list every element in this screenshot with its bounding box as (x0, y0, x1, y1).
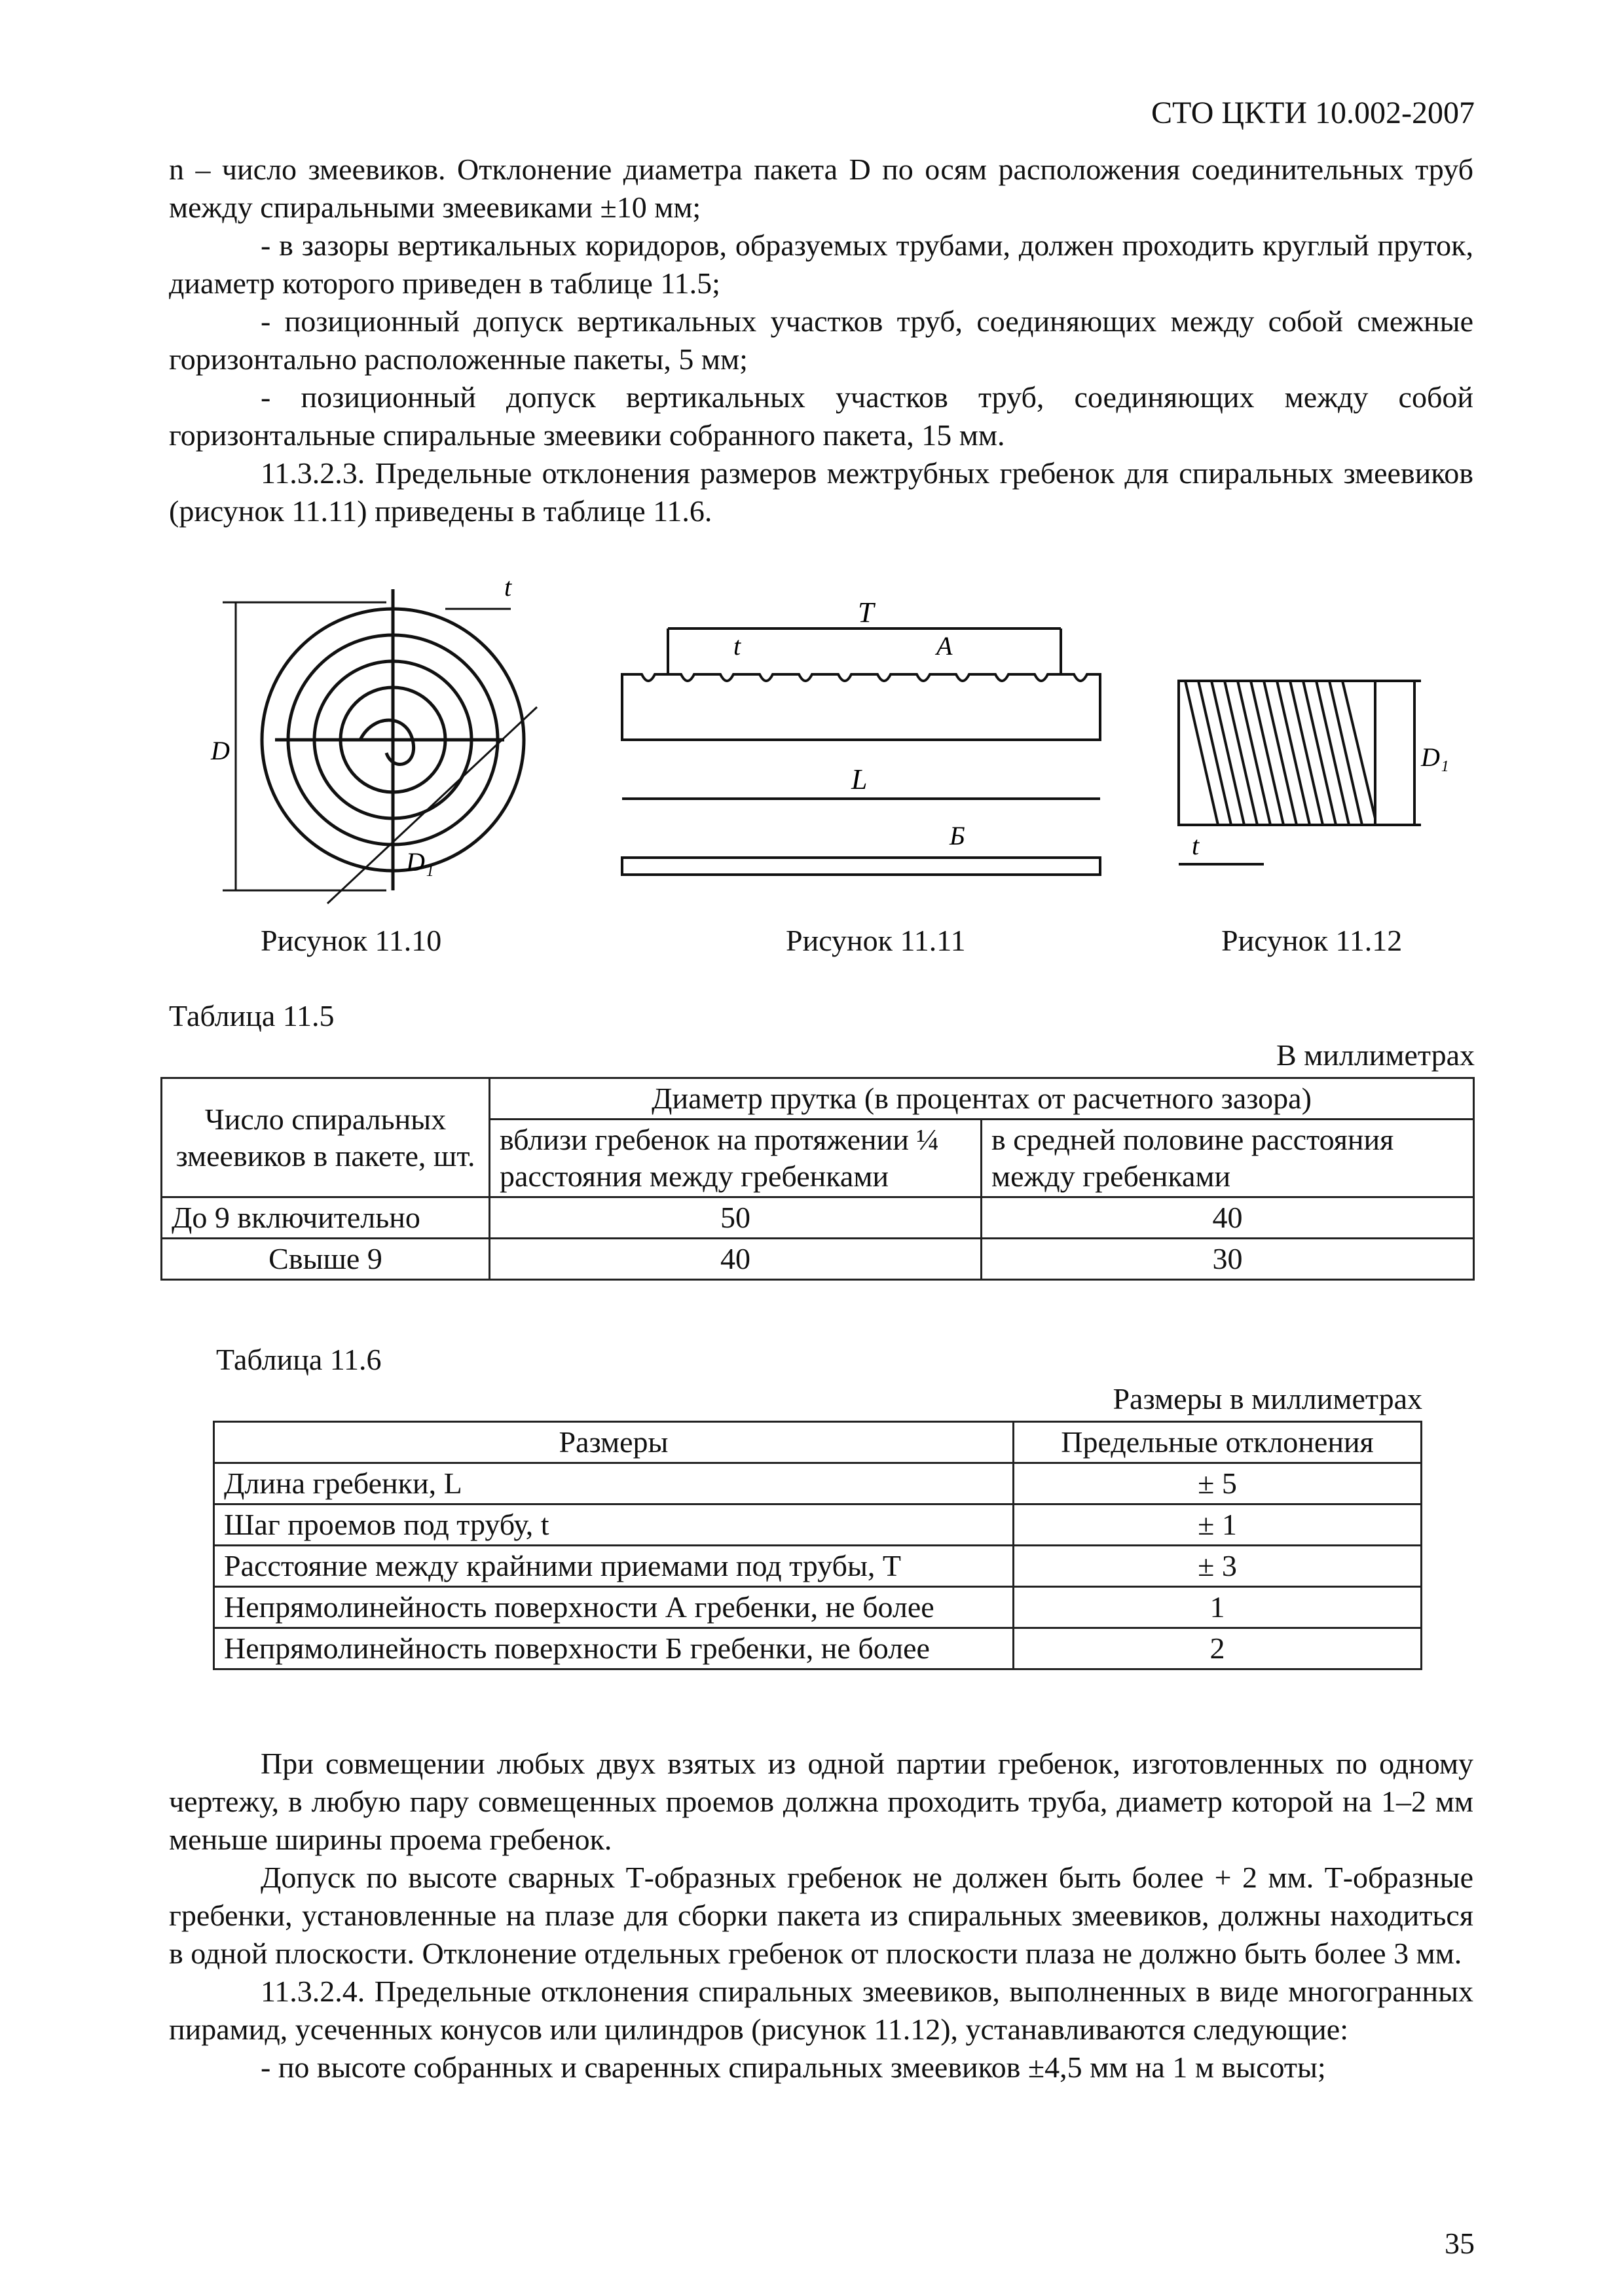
table-cell: ± 5 (1014, 1463, 1422, 1504)
figure-caption: Рисунок 11.12 (1221, 924, 1403, 957)
label-t: t (504, 572, 512, 602)
table-row (162, 1197, 1474, 1239)
paragraph: - позиционный допуск вертикальных участков труб, соединяющих между собой смежные горизонтально расположенные пакеты, 5 мм; (169, 304, 1473, 376)
table-row (162, 1239, 1474, 1280)
table-row (214, 1546, 1422, 1587)
table-cell: До 9 включительно (162, 1197, 490, 1239)
table-header: Диаметр прутка (в процентах от расчетного зазора) (490, 1078, 1474, 1120)
figure-11-12-drawing (1159, 655, 1454, 903)
table-cell: Непрямолинейность поверхности Б гребенки, не более (214, 1628, 1014, 1669)
paragraph: 11.3.2.3. Предельные отклонения размеров межтрубных гребенок для спиральных змеевиков (рисунок 11.11) приведены в таблице 11.6. (169, 456, 1473, 528)
intro-text (169, 151, 1473, 530)
figure-caption: Рисунок 11.11 (786, 924, 966, 957)
paragraph: n – число змеевиков. Отклонение диаметра пакета D по осям расположения соединительных труб между спиральными змеевиками ±10 мм; (169, 153, 1473, 224)
table-cell: Свыше 9 (162, 1239, 490, 1280)
document-code: СТО ЦКТИ 10.002-2007 (1151, 96, 1475, 130)
paragraph: 11.3.2.4. Предельные отклонения спиральных змеевиков, выполненных в виде многогранных пирамид, усеченных конусов или цилиндров (рисунок 11.12), устанавливаются следующие: (169, 1975, 1473, 2046)
table-cell: 30 (982, 1239, 1474, 1280)
table-cell: 50 (490, 1197, 982, 1239)
figure-11-10-drawing (196, 563, 563, 917)
table-cell: Шаг проемов под трубу, t (214, 1504, 1014, 1546)
table-cell: Длина гребенки, L (214, 1463, 1014, 1504)
label-t: t (733, 631, 741, 661)
label-A: A (936, 631, 953, 661)
page-number: 35 (1445, 2227, 1475, 2260)
table-cell: 1 (1014, 1587, 1422, 1628)
figure-caption: Рисунок 11.10 (261, 924, 442, 957)
paragraph: - по высоте собранных и сваренных спиральных змеевиков ±4,5 мм на 1 м высоты; (261, 2050, 1326, 2084)
paragraph: Допуск по высоте сварных Т-образных гребенок не должен быть более + 2 мм. Т-образные гребенки, установленные на плазе для сборки пакета из спиральных змеевиков, должны находиться в одной плоскости. Отклонение отдельных гребенок от плоскости плаза не должно быть более 3 мм. (169, 1861, 1473, 1970)
table-cell: Непрямолинейность поверхности А гребенки, не более (214, 1587, 1014, 1628)
table-caption: Таблица 11.5 (169, 999, 335, 1032)
closing-text (169, 1745, 1473, 2086)
figure-11-11-drawing (609, 563, 1120, 890)
label-L: L (851, 763, 868, 795)
label-D1: D₁ (406, 847, 434, 877)
table-subheader: в средней половине расстояния между гребенками (982, 1120, 1474, 1197)
table-cell: ± 3 (1014, 1546, 1422, 1587)
table-row (214, 1504, 1422, 1546)
table-header: Число спиральных змеевиков в пакете, шт. (162, 1078, 490, 1197)
label-t: t (1192, 831, 1200, 860)
table-cell: ± 1 (1014, 1504, 1422, 1546)
paragraph: При совмещении любых двух взятых из одной партии гребенок, изготовленных по одному чертежу, в любую пару совмещенных проемов должна проходить труба, диаметр которой на 1–2 мм меньше ширины проема гребенок. (169, 1747, 1473, 1856)
table-cell: 2 (1014, 1628, 1422, 1669)
table-row (214, 1587, 1422, 1628)
table-header: Предельные отклонения (1014, 1422, 1422, 1463)
table-cell: Расстояние между крайними приемами под трубы, T (214, 1546, 1014, 1587)
paragraph: - в зазоры вертикальных коридоров, образуемых трубами, должен проходить круглый пруток, диаметр которого приведен в таблице 11.5; (169, 228, 1473, 300)
label-D1: D₁ (1421, 742, 1449, 772)
table-row (214, 1628, 1422, 1669)
table-units: Размеры в миллиметрах (1113, 1382, 1422, 1415)
label-T: T (858, 596, 874, 629)
table-cell: 40 (490, 1239, 982, 1280)
table-header: Размеры (214, 1422, 1014, 1463)
table-subheader: вблизи гребенок на протяжении ¼ расстояния между гребенками (490, 1120, 982, 1197)
table-caption: Таблица 11.6 (216, 1343, 382, 1376)
table-11-5 (160, 1077, 1475, 1281)
table-11-6 (213, 1421, 1422, 1670)
label-B: Б (950, 821, 965, 850)
table-units: В миллиметрах (1276, 1038, 1475, 1072)
table-row (214, 1463, 1422, 1504)
paragraph: - позиционный допуск вертикальных участков труб, соединяющих между собой горизонтальные спиральные змеевики собранного пакета, 15 мм. (169, 380, 1473, 452)
label-D: D (211, 736, 230, 765)
table-cell: 40 (982, 1197, 1474, 1239)
